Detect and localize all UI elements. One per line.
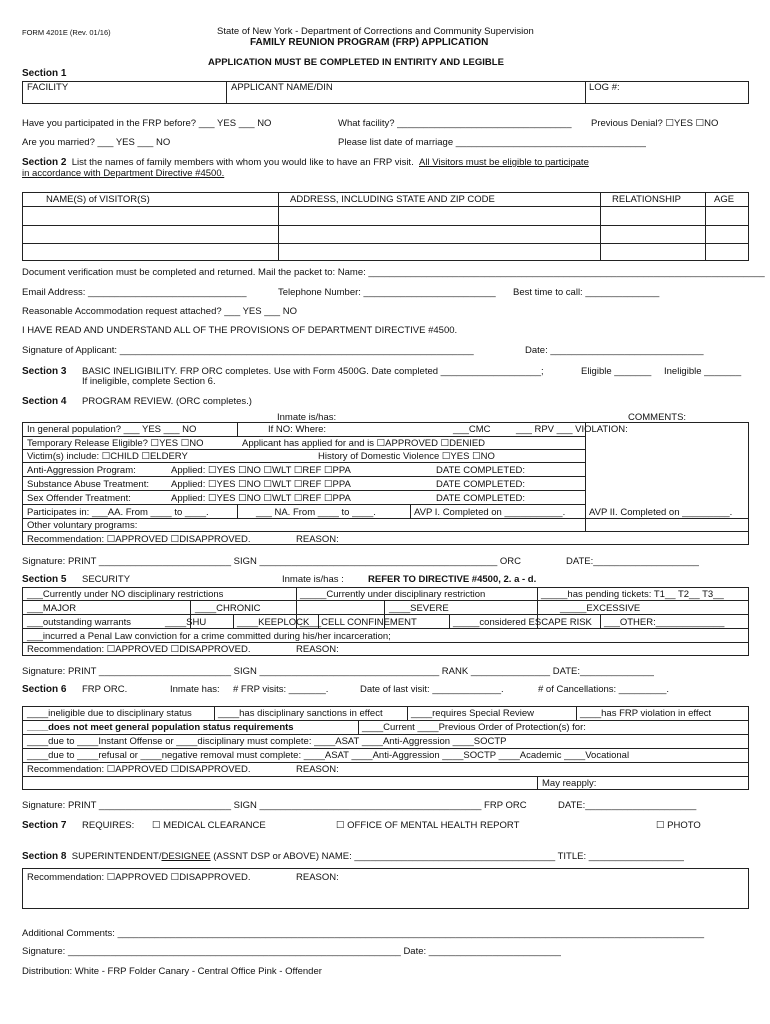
section-7-label: Section 7	[22, 820, 67, 831]
comments-label: COMMENTS:	[628, 412, 687, 423]
sec5-option[interactable]: ____SHU	[165, 617, 207, 628]
best-time-field[interactable]: Best time to call: ______________	[513, 287, 660, 298]
program-row-date[interactable]: DATE COMPLETED:	[436, 465, 526, 476]
eligible-field[interactable]: Eligible _______	[581, 366, 652, 377]
doc-verification-field[interactable]: Document verification must be completed and returned. Mail the packet to: Name: ___________________________________________________________________________	[22, 267, 765, 278]
section-6-title: FRP ORC.	[82, 684, 128, 695]
section-2-heading: Section 2 List the names of family members with whom you would like to have an FRP visit. All Visitors must be eligible to participate	[22, 157, 589, 168]
section-4-signature[interactable]: Signature: PRINT _________________________ SIGN _____________________________________________ ORC	[22, 556, 522, 567]
sec5-option[interactable]: ____CHRONIC	[195, 603, 261, 614]
cancellations-field[interactable]: # of Cancellations: _________.	[538, 684, 669, 695]
form-title: FAMILY REUNION PROGRAM (FRP) APPLICATION	[250, 37, 489, 48]
married-question[interactable]: Are you married? ___ YES ___ NO	[22, 137, 171, 148]
section-6-date[interactable]: DATE:_____________________	[558, 800, 697, 811]
sec6-option[interactable]: ____requires Special Review	[411, 708, 535, 719]
section-5-inmate: Inmate is/has :	[282, 574, 344, 585]
section-5-signature[interactable]: Signature: PRINT _________________________ SIGN __________________________________ RANK _______________ DATE:______________	[22, 666, 654, 677]
section-6-label: Section 6	[22, 684, 67, 695]
sec5-option[interactable]: ___MAJOR	[27, 603, 77, 614]
form-number: FORM 4201E (Rev. 01/16)	[22, 28, 111, 37]
section-1-label: Section 1	[22, 68, 67, 79]
section-4-label: Section 4	[22, 396, 67, 407]
ineligible-field[interactable]: Ineligible _______	[664, 366, 742, 377]
sec6-option[interactable]: ____ineligible due to disciplinary status	[27, 708, 192, 719]
section-5-recommendation[interactable]: Recommendation: ☐APPROVED ☐DISAPPROVED.	[27, 644, 251, 655]
applicant-date-field[interactable]: Date: _____________________________	[525, 345, 704, 356]
sec5-option[interactable]: _____Currently under disciplinary restriction	[300, 589, 486, 600]
section-8-recommendation[interactable]: Recommendation: ☐APPROVED ☐DISAPPROVED.	[27, 872, 251, 883]
temp-release[interactable]: Temporary Release Eligible? ☐YES ☐NO	[27, 438, 204, 449]
sec5-option[interactable]: _____has pending tickets: T1__ T2__ T3__	[541, 589, 724, 600]
instruction: APPLICATION MUST BE COMPLETED IN ENTIRITY AND LEGIBLE	[208, 57, 504, 68]
section-6-inmate: Inmate has:	[170, 684, 220, 695]
applicant-signature-field[interactable]: Signature of Applicant: ___________________________________________________________________	[22, 345, 474, 356]
section-3-text[interactable]: BASIC INELIGIBILITY. FRP ORC completes. Use with Form 4500G. Date completed ___________________;	[82, 366, 544, 377]
medical-clearance-checkbox[interactable]: ☐ MEDICAL CLEARANCE	[152, 820, 266, 831]
applicant-name-field[interactable]: APPLICANT NAME/DIN	[231, 82, 333, 93]
distribution: Distribution: White - FRP Folder Canary - Central Office Pink - Offender	[22, 966, 322, 977]
sec5-option[interactable]: ___OTHER:_____________	[604, 617, 725, 628]
read-statement: I HAVE READ AND UNDERSTAND ALL OF THE PROVISIONS OF DEPARTMENT DIRECTIVE #4500.	[22, 325, 458, 336]
if-no-where[interactable]: If NO: Where:	[268, 424, 327, 435]
reasonable-accommodation[interactable]: Reasonable Accommodation request attached? ___ YES ___ NO	[22, 306, 297, 317]
sec5-option[interactable]: ____KEEPLOCK	[237, 617, 310, 628]
photo-checkbox[interactable]: ☐ PHOTO	[656, 820, 701, 831]
log-field[interactable]: LOG #:	[589, 82, 620, 93]
applied-status[interactable]: Applicant has applied for and is ☐APPROVED ☐DENIED	[242, 438, 486, 449]
program-row-options[interactable]: Applied: ☐YES ☐NO ☐WLT ☐REF ☐PPA	[171, 479, 351, 490]
sec6-option[interactable]: ____has FRP violation in effect	[580, 708, 712, 719]
refer-directive: REFER TO DIRECTIVE #4500, 2. a - d.	[368, 574, 537, 585]
email-field[interactable]: Email Address: ______________________________	[22, 287, 247, 298]
additional-comments-field[interactable]: Additional Comments: _______________________________________________________________________________________________________________	[22, 928, 705, 939]
avp-1[interactable]: AVP I. Completed on ___________.	[414, 507, 566, 518]
section-6-signature[interactable]: Signature: PRINT _________________________ SIGN __________________________________________ FRP ORC	[22, 800, 527, 811]
section-4-date[interactable]: DATE:____________________	[566, 556, 699, 567]
previous-denial[interactable]: Previous Denial? ☐YES ☐NO	[591, 118, 719, 129]
rpv-violation[interactable]: ___ RPV ___ VIOLATION:	[516, 424, 628, 435]
section-5-label: Section 5	[22, 574, 67, 585]
sec5-option[interactable]: ___Currently under NO disciplinary restrictions	[27, 589, 224, 600]
sec6-option[interactable]: ____has disciplinary sanctions in effect	[218, 708, 383, 719]
col-age: AGE	[714, 194, 735, 205]
footer-signature-field[interactable]: Signature: _______________________________________________________________ Date: _________________________	[22, 946, 561, 957]
sec5-option[interactable]: _____EXCESSIVE	[560, 603, 641, 614]
telephone-field[interactable]: Telephone Number: _________________________	[278, 287, 496, 298]
facility-field[interactable]: FACILITY	[27, 82, 69, 93]
section-2-heading-cont: in accordance with Department Directive #4500.	[22, 168, 225, 179]
section-3-text-cont: If ineligible, complete Section 6.	[82, 376, 216, 387]
sec5-option[interactable]: ___outstanding warrants	[27, 617, 132, 628]
program-row-options[interactable]: Applied: ☐YES ☐NO ☐WLT ☐REF ☐PPA	[171, 493, 351, 504]
section-5-reason[interactable]: REASON:	[296, 644, 339, 655]
sec6-option[interactable]: ____due to ____refusal or ____negative removal must complete: ____ASAT ____Anti-Aggression ____SOCTP ____Academic ____Vocational	[27, 750, 630, 761]
section-4-title: PROGRAM REVIEW. (ORC completes.)	[82, 396, 252, 407]
sec5-option[interactable]: ____SEVERE	[389, 603, 449, 614]
last-visit-field[interactable]: Date of last visit: _____________.	[360, 684, 504, 695]
section-4-recommendation[interactable]: Recommendation: ☐APPROVED ☐DISAPPROVED.	[27, 534, 251, 545]
program-row-name: Anti-Aggression Program:	[27, 465, 136, 476]
what-facility-field[interactable]: What facility? _________________________________	[338, 118, 572, 129]
gen-pop-question[interactable]: In general population? ___ YES ___ NO	[27, 424, 197, 435]
participated-question[interactable]: Have you participated in the FRP before? ___ YES ___ NO	[22, 118, 272, 129]
frp-visits-field[interactable]: # FRP visits: _______.	[233, 684, 329, 695]
section-8-reason[interactable]: REASON:	[296, 872, 339, 883]
section-3-label: Section 3	[22, 366, 67, 377]
col-relationship: RELATIONSHIP	[612, 194, 681, 205]
sec6-option[interactable]: ____does not meet general population status requirements	[27, 722, 294, 733]
victims-include[interactable]: Victim(s) include: ☐CHILD ☐ELDERY	[27, 451, 188, 462]
other-programs[interactable]: Other voluntary programs:	[27, 520, 138, 531]
sec5-option[interactable]: _____considered ESCAPE RISK	[453, 617, 592, 628]
program-row-date[interactable]: DATE COMPLETED:	[436, 493, 526, 504]
sec5-option[interactable]: ____CELL CONFINEMENT	[300, 617, 417, 628]
inmate-is-has: Inmate is/has:	[277, 412, 337, 423]
participates-aa[interactable]: Participates in: ___AA. From ____ to ____.	[27, 507, 209, 518]
sec6-option[interactable]: ____due to ____Instant Offense or ____disciplinary must complete: ____ASAT ____Anti-Aggression ____SOCTP	[27, 736, 507, 747]
sec6-option[interactable]: ____Current ____Previous Order of Protection(s) for:	[362, 722, 586, 733]
omh-report-checkbox[interactable]: ☐ OFFICE OF MENTAL HEALTH REPORT	[336, 820, 520, 831]
agency-name: State of New York - Department of Corrections and Community Supervision	[217, 26, 534, 37]
col-address: ADDRESS, INCLUDING STATE AND ZIP CODE	[290, 194, 495, 205]
cmc-option[interactable]: ___CMC	[453, 424, 491, 435]
marriage-date-field[interactable]: Please list date of marriage ____________________________________	[338, 137, 646, 148]
section-6-reason[interactable]: REASON:	[296, 764, 339, 775]
participates-na[interactable]: ___ NA. From ____ to ____.	[256, 507, 376, 518]
section-4-reason[interactable]: REASON:	[296, 534, 339, 545]
col-visitor-name: NAME(S) of VISITOR(S)	[46, 194, 150, 205]
section-1-box	[22, 81, 749, 104]
section-5-title: SECURITY	[82, 574, 131, 585]
program-row-name: Substance Abuse Treatment:	[27, 479, 149, 490]
may-reapply[interactable]: May reapply:	[542, 778, 597, 789]
avp-2[interactable]: AVP II. Completed on _________.	[589, 507, 733, 518]
section-8-line[interactable]: Section 8 SUPERINTENDENT/DESIGNEE (ASSNT DSP or ABOVE) NAME: ______________________________________ TITLE: __________________	[22, 851, 684, 862]
section-6-recommendation[interactable]: Recommendation: ☐APPROVED ☐DISAPPROVED.	[27, 764, 251, 775]
program-row-name: Sex Offender Treatment:	[27, 493, 131, 504]
section-7-requires: REQUIRES:	[82, 820, 135, 831]
program-row-date[interactable]: DATE COMPLETED:	[436, 479, 526, 490]
domestic-violence[interactable]: History of Domestic Violence ☐YES ☐NO	[318, 451, 495, 462]
sec5-penal-law[interactable]: ___incurred a Penal Law conviction for a crime committed during his/her incarceration;	[27, 631, 391, 642]
program-row-options[interactable]: Applied: ☐YES ☐NO ☐WLT ☐REF ☐PPA	[171, 465, 351, 476]
